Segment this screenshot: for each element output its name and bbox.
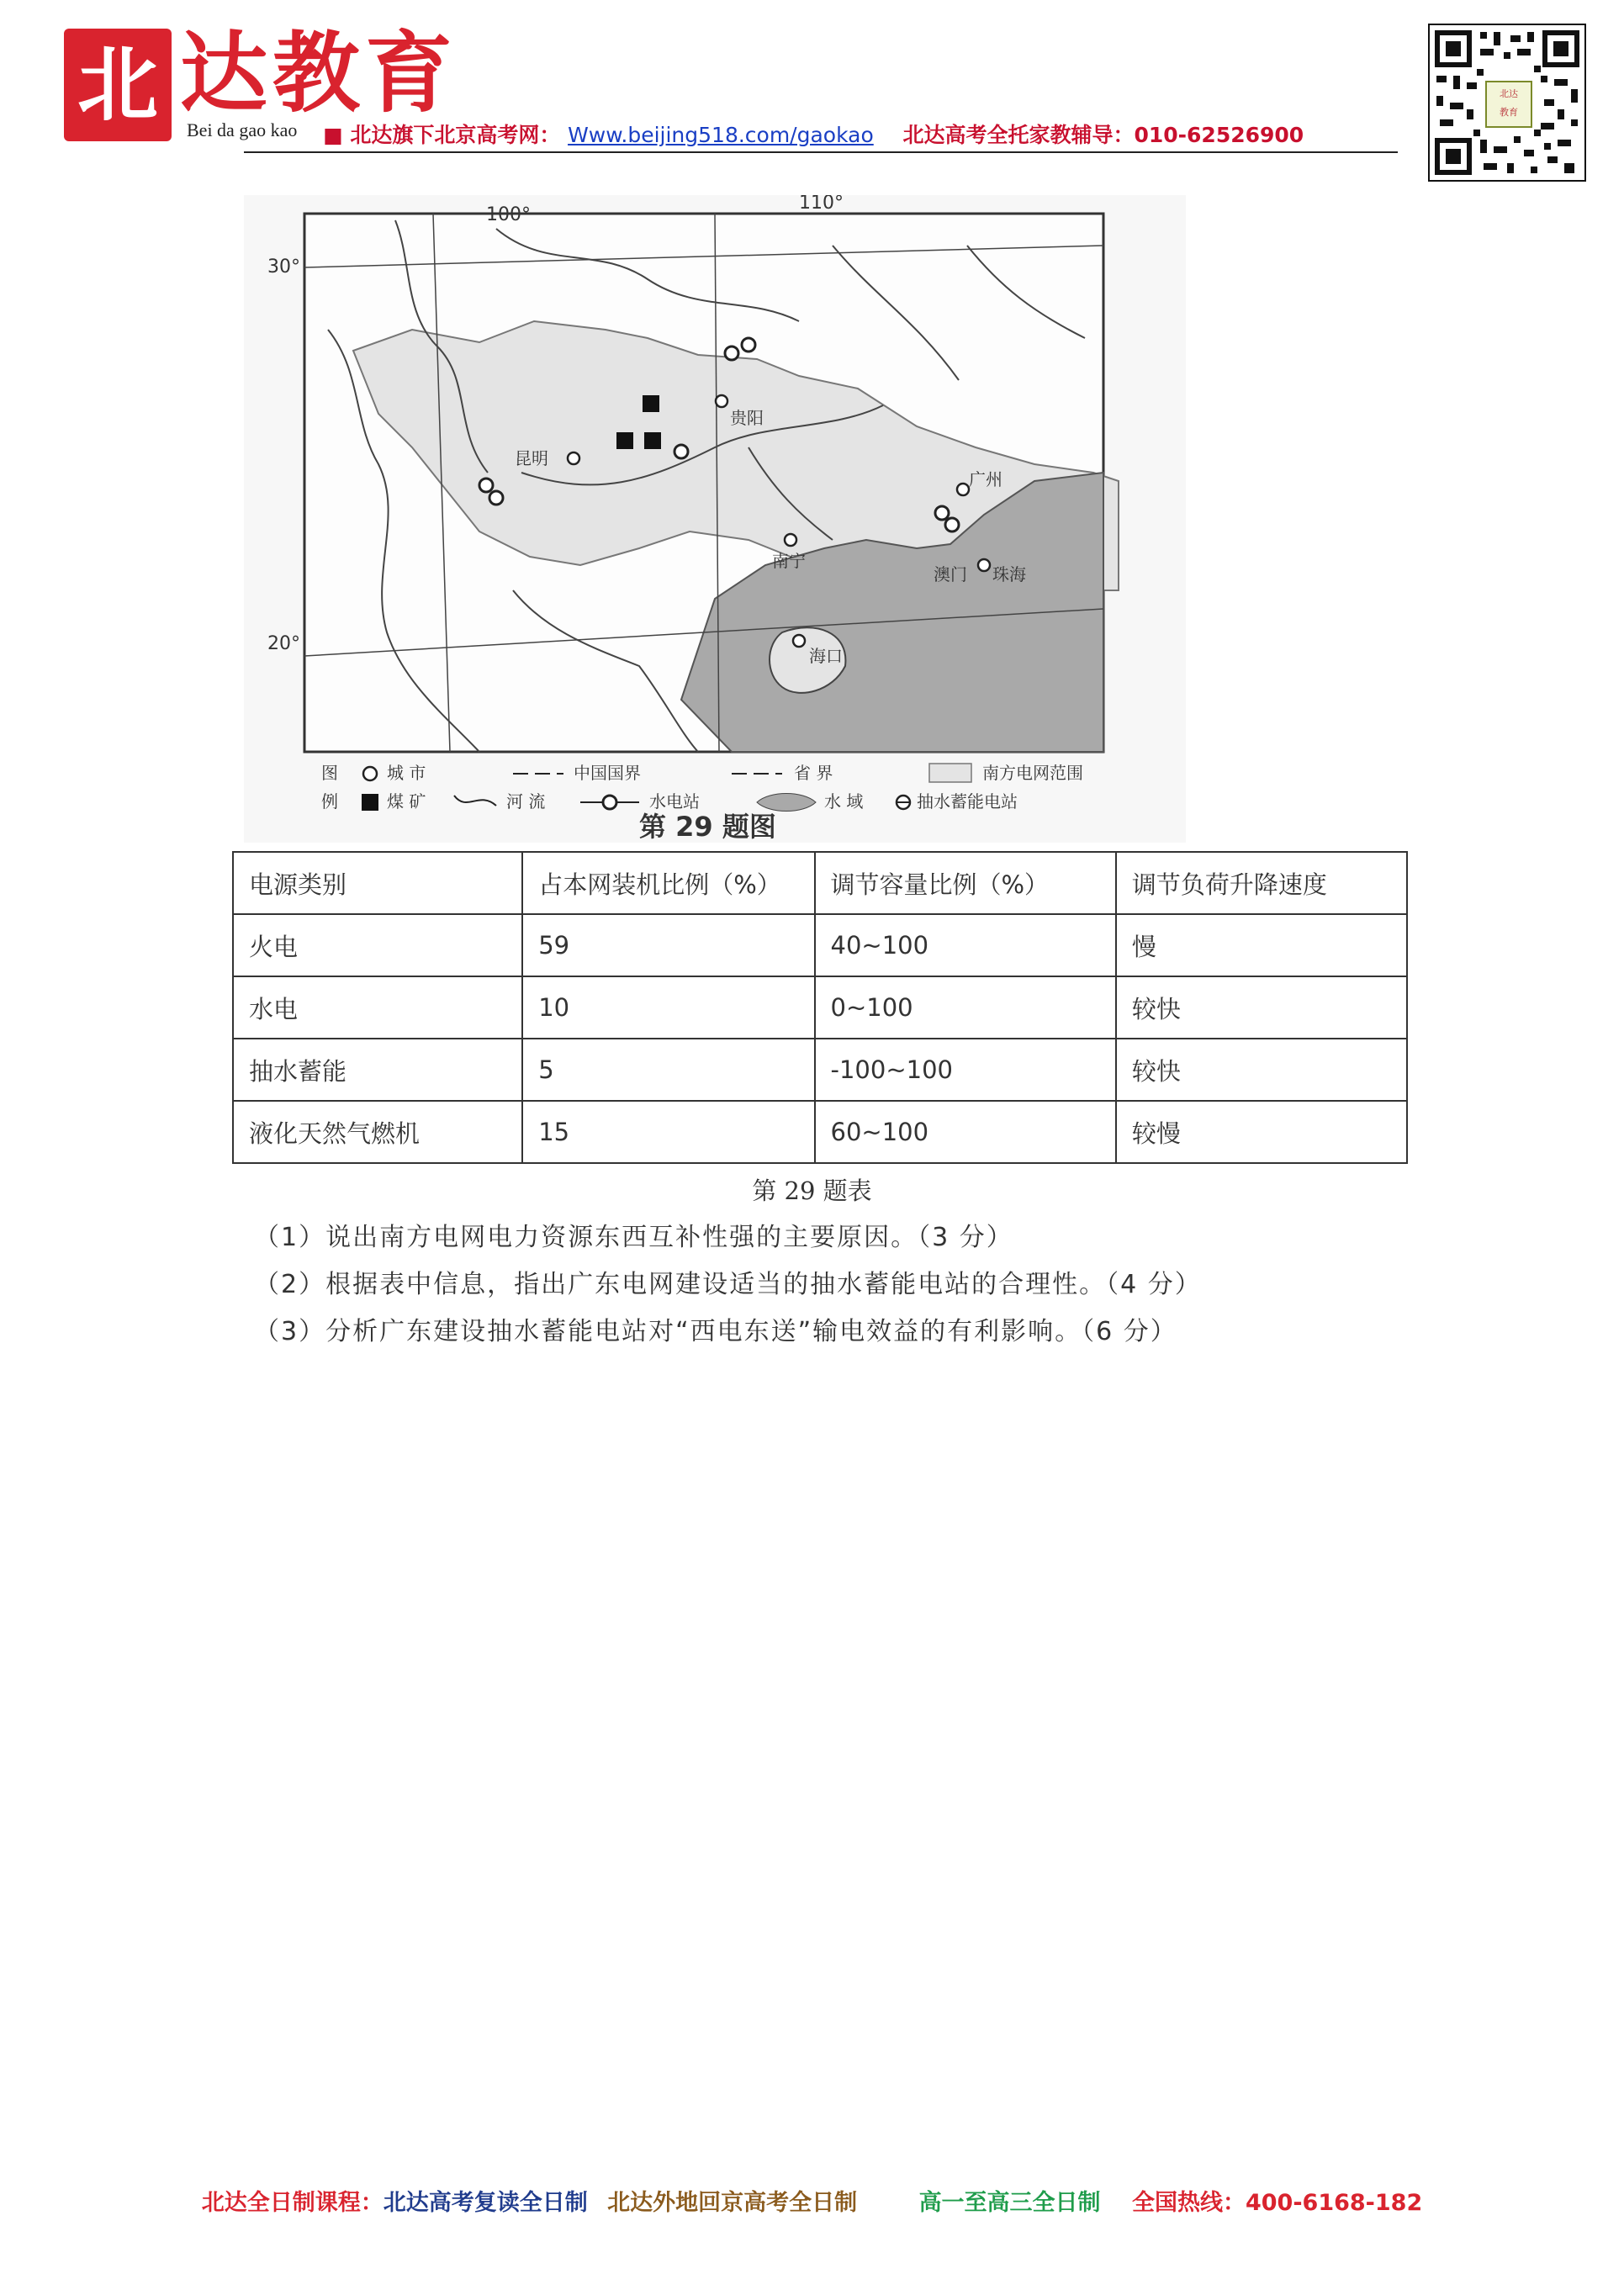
map-caption: 第 29 题图 bbox=[639, 811, 776, 843]
table-cell: 较慢 bbox=[1116, 1101, 1407, 1163]
city-zhuhai: 珠海 bbox=[992, 564, 1026, 584]
header-divider bbox=[244, 151, 1398, 153]
legend-pumped-storage: 抽水蓄能电站 bbox=[917, 791, 1018, 812]
lon-label-110: 110° bbox=[799, 195, 844, 214]
footer-course-1: 北达高考复读全日制 bbox=[383, 2190, 588, 2216]
legend-river: 河 流 bbox=[506, 791, 546, 812]
table-cell: 0~100 bbox=[815, 976, 1116, 1039]
footer-label: 北达全日制课程： bbox=[201, 2190, 384, 2216]
question-1: （1）说出南方电网电力资源东西互补性强的主要原因。（3 分） bbox=[254, 1223, 1013, 1252]
table-header-cell: 电源类别 bbox=[233, 852, 522, 914]
table-cell: 40~100 bbox=[815, 914, 1116, 976]
power-source-table bbox=[232, 851, 1408, 1164]
footer-course-2: 北达外地回京高考全日制 bbox=[607, 2190, 858, 2216]
table-cell: -100~100 bbox=[815, 1039, 1116, 1101]
table-cell: 15 bbox=[522, 1101, 814, 1163]
map-figure bbox=[244, 195, 1186, 843]
table-cell: 火电 bbox=[233, 914, 522, 976]
legend-grid-range: 南方电网范围 bbox=[982, 763, 1083, 783]
header-info: ■ 北达旗下北京高考网： Www.beijing518.com/gaokao 北达高考全托家教辅导：010-62526900 bbox=[323, 123, 1304, 147]
table-caption: 第 29 题表 bbox=[752, 1177, 872, 1205]
legend-hydro: 水电站 bbox=[649, 791, 700, 812]
table-row bbox=[233, 1101, 1407, 1163]
table-header-row bbox=[233, 852, 1407, 914]
table-cell: 5 bbox=[522, 1039, 814, 1101]
brand-name: 达教育 bbox=[180, 21, 458, 124]
legend-head-1: 图 bbox=[321, 763, 338, 783]
footer-course-3: 高一至高三全日制 bbox=[918, 2190, 1101, 2216]
city-guiyang: 贵阳 bbox=[730, 408, 764, 428]
table-row bbox=[233, 914, 1407, 976]
legend-province-border: 省 界 bbox=[794, 763, 833, 783]
question-3: （3）分析广东建设抽水蓄能电站对“西电东送”输电效益的有利影响。（6 分） bbox=[254, 1317, 1177, 1346]
brand-logo bbox=[64, 29, 172, 141]
table-cell: 慢 bbox=[1116, 914, 1407, 976]
legend-coal: 煤 矿 bbox=[387, 791, 426, 812]
map-svg bbox=[244, 195, 1186, 843]
legend-city: 城 市 bbox=[387, 763, 426, 783]
brand-pinyin: Bei da gao kao bbox=[187, 119, 298, 140]
question-2: （2）根据表中信息，指出广东电网建设适当的抽水蓄能电站的合理性。（4 分） bbox=[254, 1270, 1202, 1299]
table-cell: 水电 bbox=[233, 976, 522, 1039]
city-haikou: 海口 bbox=[809, 646, 843, 666]
legend-water: 水 域 bbox=[824, 791, 864, 812]
legend-national-border: 中国国界 bbox=[574, 763, 641, 783]
city-kunming: 昆明 bbox=[515, 448, 548, 468]
table-row bbox=[233, 1039, 1407, 1101]
city-guangzhou: 广州 bbox=[969, 469, 1002, 489]
logo-character: 北 bbox=[77, 37, 158, 132]
table-cell: 液化天然气燃机 bbox=[233, 1101, 522, 1163]
lat-label-30: 30° bbox=[267, 256, 300, 278]
qr-center-badge: 北达 教育 bbox=[1485, 81, 1532, 128]
site-link[interactable]: Www.beijing518.com/gaokao bbox=[568, 123, 874, 147]
footer bbox=[0, 2184, 1624, 2217]
table-cell: 59 bbox=[522, 914, 814, 976]
table-header-cell: 调节负荷升降速度 bbox=[1116, 852, 1407, 914]
table-cell: 10 bbox=[522, 976, 814, 1039]
lat-label-20: 20° bbox=[267, 633, 300, 654]
footer-hotline: 全国热线：400-6168-182 bbox=[1131, 2190, 1423, 2216]
table-cell: 较快 bbox=[1116, 976, 1407, 1039]
table-header-cell: 占本网装机比例（%） bbox=[522, 852, 814, 914]
table-cell: 较快 bbox=[1116, 1039, 1407, 1101]
legend-head-2: 例 bbox=[321, 791, 338, 812]
lon-label-100: 100° bbox=[486, 204, 531, 225]
city-nanning: 南宁 bbox=[772, 551, 806, 571]
city-macau: 澳门 bbox=[934, 564, 967, 584]
site-label: 北达旗下北京高考网： bbox=[350, 123, 561, 147]
qr-code bbox=[1428, 24, 1586, 182]
tutoring-hotline: 北达高考全托家教辅导：010-62526900 bbox=[902, 123, 1304, 147]
table-header-cell: 调节容量比例（%） bbox=[815, 852, 1116, 914]
table-cell: 抽水蓄能 bbox=[233, 1039, 522, 1101]
table-row bbox=[233, 976, 1407, 1039]
table-cell: 60~100 bbox=[815, 1101, 1116, 1163]
